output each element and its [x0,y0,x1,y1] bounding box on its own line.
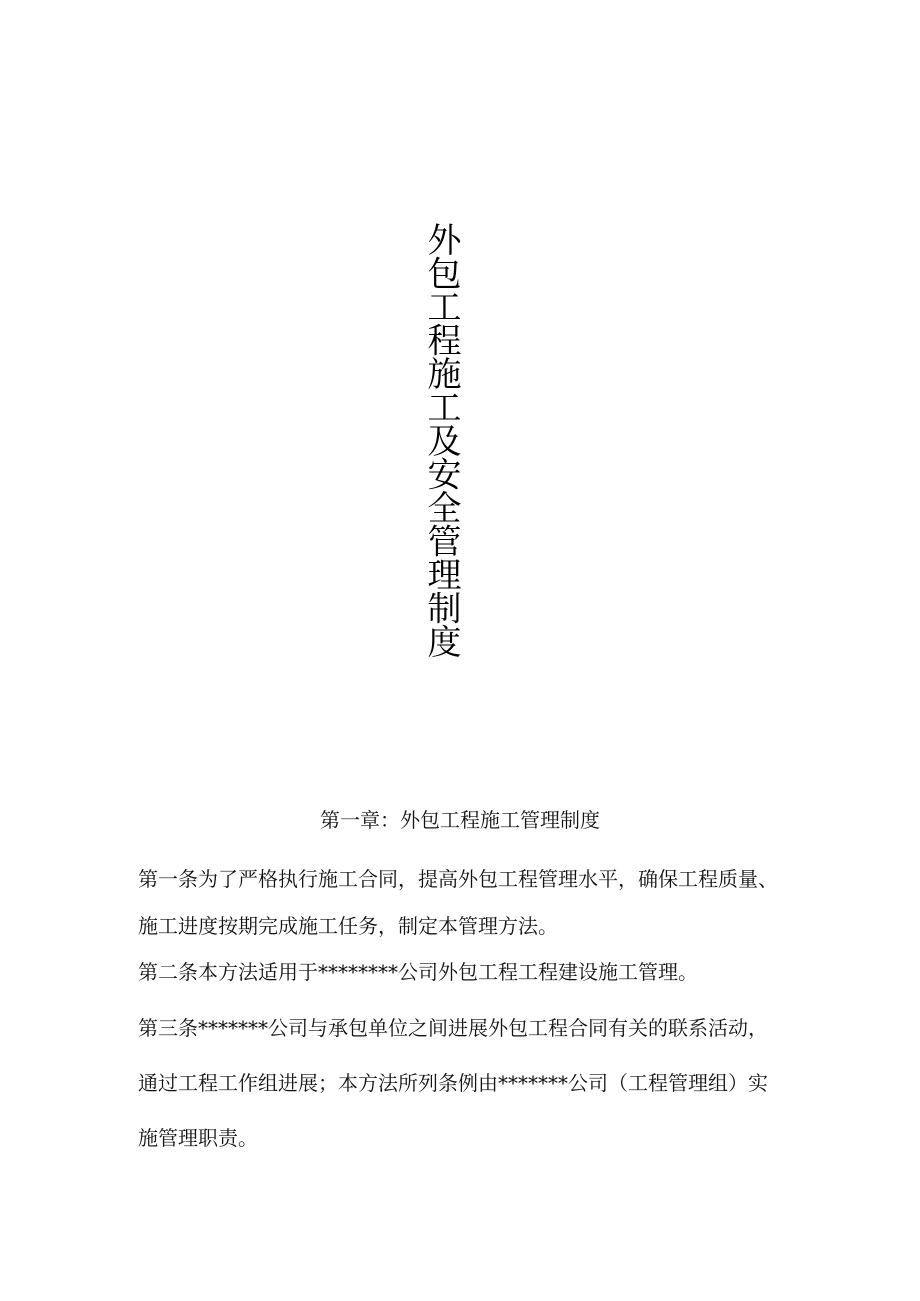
paragraph-line: 施工进度按期完成施工任务，制定本管理方法。 [138,914,558,938]
paragraph-line: 第三条*******公司与承包单位之间进展外包工程合同有关的联系活动， [138,1016,768,1040]
chapter-heading: 第一章：外包工程施工管理制度 [320,808,600,832]
paragraph-line: 施管理职责。 [138,1126,258,1150]
paragraph-line: 通过工程工作组进展；本方法所列条例由*******公司（工程管理组）实 [138,1071,768,1095]
paragraph-line: 第二条本方法适用于********公司外包工程工程建设施工管理。 [138,960,698,984]
paragraph-line: 第一条为了严格执行施工合同，提高外包工程管理水平，确保工程质量、 [138,867,778,891]
document-title: 外包工程施工及安全管理制度 [421,222,461,658]
